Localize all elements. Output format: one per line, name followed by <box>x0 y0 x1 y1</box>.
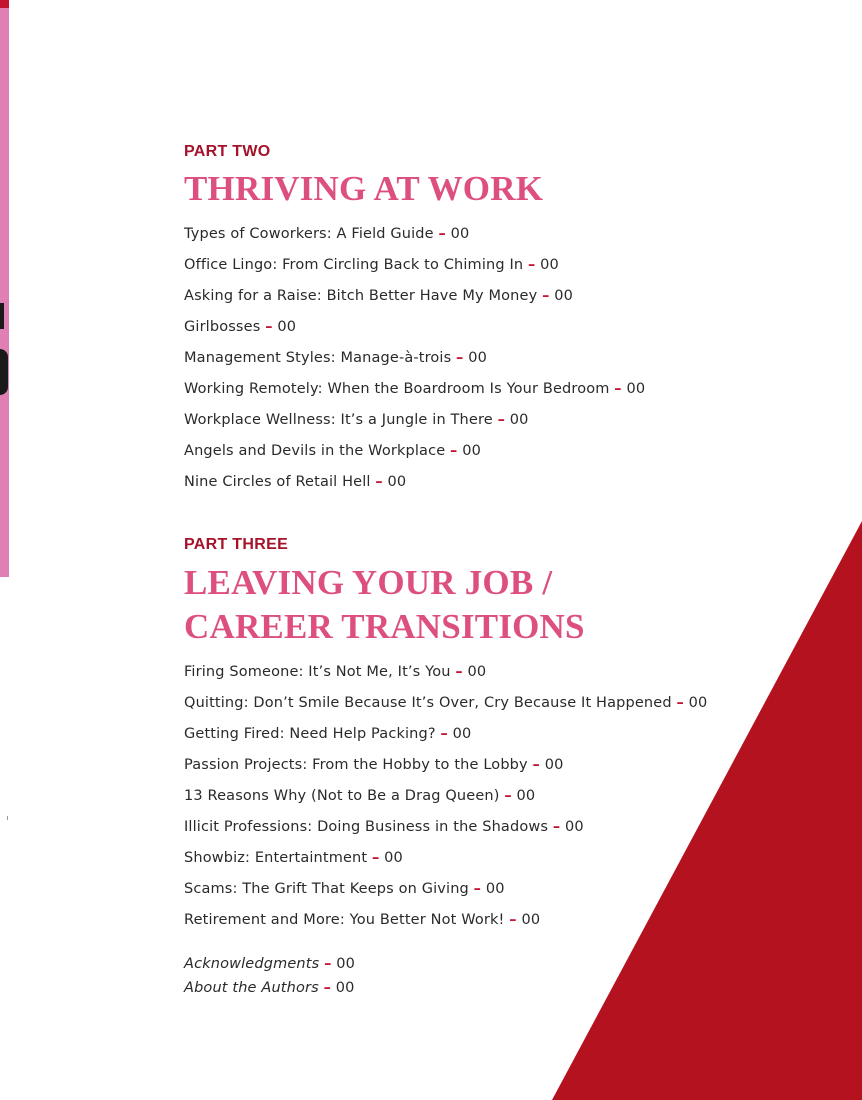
toc-separator: – <box>440 726 448 742</box>
toc-entry[interactable] <box>184 905 707 936</box>
toc-entry-page: 00 <box>450 226 470 242</box>
toc-entry-title: Showbiz: Entertaintment <box>184 850 368 866</box>
back-matter-entries <box>184 953 355 1000</box>
toc-separator: – <box>324 956 332 972</box>
toc-entry-page: 00 <box>509 412 529 428</box>
toc-entry-title: Scams: The Grift That Keeps on Giving <box>184 881 469 897</box>
toc-entry-title: Workplace Wellness: It’s a Jungle in There <box>184 412 493 428</box>
part-two-title: THRIVING AT WORK <box>184 169 544 208</box>
toc-entry-title: Passion Projects: From the Hobby to the Lobby <box>184 757 528 773</box>
toc-entry[interactable] <box>184 719 707 750</box>
toc-entry[interactable] <box>184 781 707 812</box>
toc-entry[interactable] <box>184 953 355 977</box>
toc-entry-page: 00 <box>467 664 487 680</box>
toc-entry-title: Types of Coworkers: A Field Guide <box>184 226 434 242</box>
toc-entry[interactable] <box>184 812 707 843</box>
toc-entry-page: 00 <box>462 443 481 459</box>
toc-entry[interactable] <box>184 843 707 874</box>
toc-entry-page: 00 <box>335 979 355 996</box>
toc-entry[interactable] <box>184 657 707 688</box>
toc-entry-title: Angels and Devils in the Workplace <box>184 443 446 459</box>
toc-entry[interactable] <box>184 467 645 498</box>
toc-entry[interactable] <box>184 250 645 281</box>
toc-entry[interactable] <box>184 374 645 405</box>
toc-separator: – <box>372 850 380 866</box>
toc-separator: – <box>528 257 536 273</box>
toc-entry-page: 00 <box>384 850 403 866</box>
toc-entry-title: Acknowledgments <box>184 956 320 972</box>
toc-entry-title: About the Authors <box>184 979 319 996</box>
toc-entry[interactable] <box>184 219 645 250</box>
part-two-entries <box>184 219 645 498</box>
toc-entry-page: 00 <box>540 257 559 273</box>
toc-entry-page: 00 <box>468 350 487 366</box>
toc-entry-title: Getting Fired: Need Help Packing? <box>184 726 436 742</box>
toc-entry-page: 00 <box>452 726 472 742</box>
toc-entry-title: Management Styles: Manage-à-trois <box>184 350 452 366</box>
toc-separator: – <box>456 350 464 366</box>
toc-separator: – <box>614 381 622 397</box>
toc-separator: – <box>497 412 505 428</box>
toc-separator: – <box>265 319 273 335</box>
toc-entry-page: 00 <box>336 956 355 972</box>
toc-separator: – <box>509 912 517 928</box>
part-three-label: PART THREE <box>184 536 289 553</box>
toc-entry[interactable] <box>184 977 355 1001</box>
toc-entry-page: 00 <box>485 881 505 897</box>
part-three-entries <box>184 657 707 936</box>
toc-separator: – <box>676 695 684 711</box>
toc-entry-title: Asking for a Raise: Bitch Better Have My Money <box>184 288 538 304</box>
toc-separator: – <box>532 757 540 773</box>
toc-entry[interactable] <box>184 436 645 467</box>
toc-entry-page: 00 <box>387 474 407 490</box>
toc-entry-page: 00 <box>516 788 536 804</box>
toc-entry-page: 00 <box>688 695 708 711</box>
toc-separator: – <box>375 474 383 490</box>
toc-entry-title: Nine Circles of Retail Hell <box>184 474 371 490</box>
toc-entry[interactable] <box>184 874 707 905</box>
toc-entry-title: Retirement and More: You Better Not Work! <box>184 912 505 928</box>
toc-entry-page: 00 <box>554 288 574 304</box>
toc-separator: – <box>542 288 550 304</box>
toc-separator: – <box>473 881 482 897</box>
toc-entry-page: 00 <box>544 757 564 773</box>
toc-entry[interactable] <box>184 312 645 343</box>
part-three-title-line-2: CAREER TRANSITIONS <box>184 607 585 646</box>
toc-separator: – <box>450 443 458 459</box>
part-three-title-line-1: LEAVING YOUR JOB / <box>184 563 553 602</box>
toc-entry[interactable] <box>184 343 645 374</box>
toc-separator: – <box>438 226 446 242</box>
toc-entry-title: Girlbosses <box>184 319 261 335</box>
toc-entry-page: 00 <box>626 381 646 397</box>
toc-entry-page: 00 <box>521 912 541 928</box>
toc-entry-title: 13 Reasons Why (Not to Be a Drag Queen) <box>184 788 500 804</box>
toc-entry-page: 00 <box>277 319 297 335</box>
toc-entry[interactable] <box>184 750 707 781</box>
toc-entry[interactable] <box>184 688 707 719</box>
toc-separator: – <box>552 819 561 835</box>
toc-entry-page: 00 <box>565 819 584 835</box>
toc-entry[interactable] <box>184 405 645 436</box>
toc-entry-title: Working Remotely: When the Boardroom Is Your Bedroom <box>184 381 610 397</box>
part-two-label: PART TWO <box>184 143 271 160</box>
toc-entry-title: Quitting: Don’t Smile Because It’s Over, Cry Because It Happened <box>184 695 672 711</box>
toc-separator: – <box>323 979 331 996</box>
toc-entry-title: Office Lingo: From Circling Back to Chiming In <box>184 257 524 273</box>
toc-separator: – <box>504 788 512 804</box>
toc-entry-title: Illicit Professions: Doing Business in the Shadows <box>184 819 549 835</box>
toc-entry-title: Firing Someone: It’s Not Me, It’s You <box>184 664 451 680</box>
toc-entry[interactable] <box>184 281 645 312</box>
toc-separator: – <box>455 664 463 680</box>
